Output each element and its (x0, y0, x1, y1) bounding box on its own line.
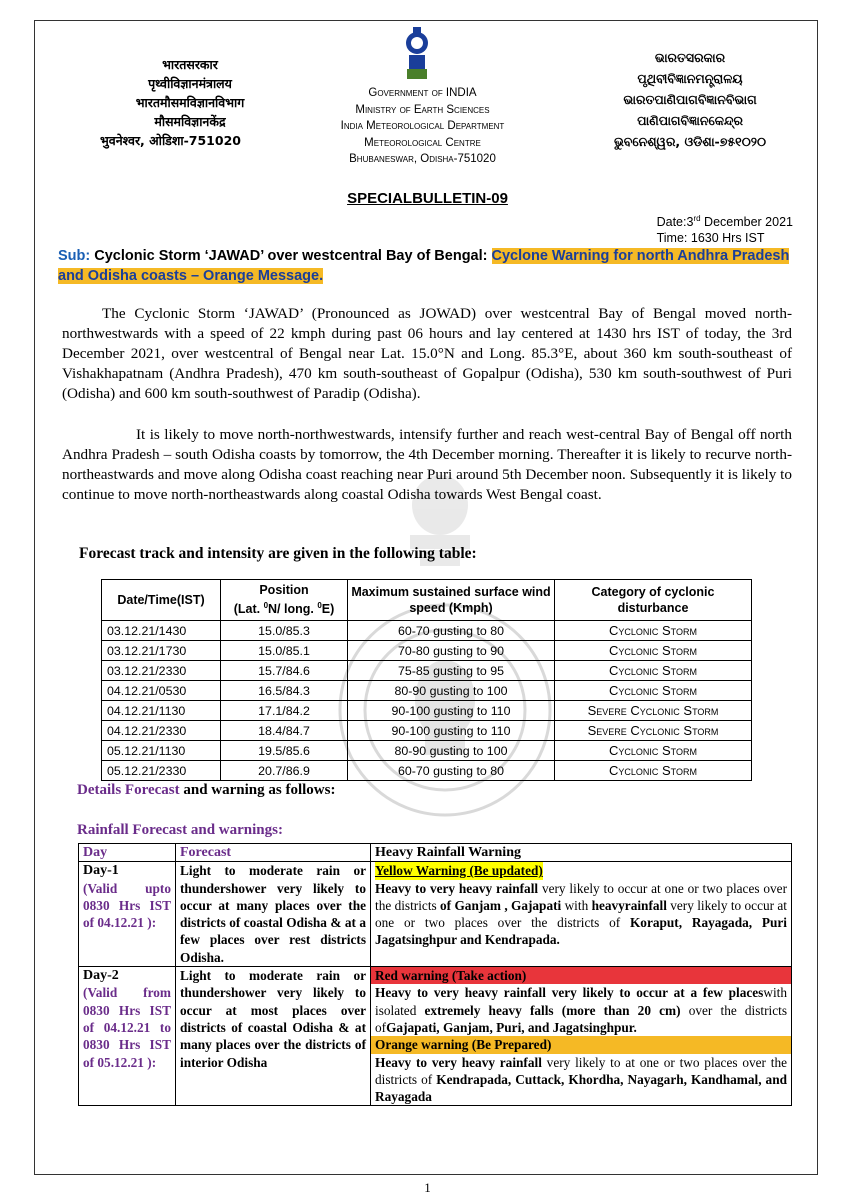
orange-warning-badge: Orange warning (Be Prepared) (371, 1036, 791, 1053)
odia-line: ଭୁବନେଶ୍ୱର, ଓଡିଶା-୭୫୧୦୨୦ (613, 134, 767, 149)
rainfall-title: Rainfall Forecast and warnings: (77, 822, 283, 838)
rain-header-day: Day (79, 844, 176, 862)
odia-line: ପୃଥିବୀବିଜ୍ଞାନମନ୍ତ୍ରାଳୟ (637, 71, 743, 86)
day1-w3: of Ganjam , Gajapati (440, 897, 562, 913)
bulletin-date (657, 211, 793, 246)
cell-position: 15.7/84.6 (221, 661, 348, 681)
cell-wind: 70-80 gusting to 90 (348, 641, 555, 661)
day1-warning (371, 862, 792, 967)
cell-category: Cyclonic Storm (555, 681, 752, 701)
cell-category: Cyclonic Storm (555, 621, 752, 641)
bulletin-time: Time: 1630 Hrs IST (656, 231, 765, 246)
english-line: India Meteorological Department (340, 120, 505, 132)
rain-header-warning: Heavy Rainfall Warning (371, 844, 792, 862)
date-prefix: Date:3 (656, 215, 694, 230)
day1-cell (79, 862, 176, 967)
header-category: Category of cyclonic disturbance (555, 580, 752, 621)
day1-valid: (Valid upto 0830 Hrs IST of 04.12.21 ): (83, 880, 171, 931)
cell-position: 16.5/84.3 (221, 681, 348, 701)
paragraph-2: It is likely to move north-northwestwards, intensify further and reach west-central Bay of Bengal off north Andhra Pradesh – south Odisha coasts by tomorrow, the 4th December morning. Thereafter it is likely to recurve north-northeastwards and move along Odisha coast reaching near Puri around 5th December noon. Subsequently it is likely to continue to move north-northeastwards along coastal Odisha towards West Bengal coast. (62, 426, 792, 503)
cell-wind: 90-100 gusting to 110 (348, 701, 555, 721)
cell-position: 17.1/84.2 (221, 701, 348, 721)
cell-position: 18.4/84.7 (221, 721, 348, 741)
details-heading (77, 782, 335, 799)
cell-datetime: 03.12.21/2330 (102, 661, 221, 681)
forecast-track-table (101, 579, 752, 781)
header-english (300, 85, 545, 168)
day2-r3: extremely heavy falls (more than 20 cm) (424, 1002, 681, 1018)
english-line: Government of INDIA (368, 87, 477, 99)
header-position (221, 580, 348, 621)
day1-w1: Heavy to very heavy rainfall (375, 880, 539, 896)
day1-w6: very likely to occur at one or two places over the districts of (375, 897, 787, 931)
deg-1: 0 (263, 601, 269, 611)
english-line: Bhubaneswar, Odisha-751020 (349, 153, 496, 165)
english-line: Meteorological Centre (364, 136, 481, 149)
odia-line: ଭାରତସରକାର (654, 50, 726, 65)
hindi-line: पृथ्वीविज्ञानमंत्रालय (148, 76, 232, 91)
day2-o2: very likely to at one or two places over the districts of (375, 1054, 787, 1087)
table-row (102, 761, 752, 781)
rain-row-day2 (79, 967, 792, 1106)
cell-position: 20.7/86.9 (221, 761, 348, 781)
english-line: Ministry of Earth Sciences (355, 103, 490, 116)
header-wind: Maximum sustained surface wind speed (Kmph) (348, 580, 555, 621)
table-row (102, 681, 752, 701)
rainfall-table (78, 843, 792, 1106)
page-number: 1 (424, 1180, 431, 1195)
bulletin-title: SPECIALBULLETIN-09 (347, 190, 508, 207)
header-datetime: Date/Time(IST) (102, 580, 221, 621)
cell-category: Cyclonic Storm (555, 761, 752, 781)
date-sup: rd (693, 214, 701, 223)
rain-header-forecast: Forecast (176, 844, 371, 862)
imd-logo-icon (404, 27, 430, 81)
subject-label: Sub: (58, 248, 91, 264)
subject-highlight: Cyclone Warning for north Andhra Pradesh and Odisha coasts – Orange Message. (58, 248, 790, 284)
cell-category: Severe Cyclonic Storm (555, 721, 752, 741)
cell-wind: 80-90 gusting to 100 (348, 741, 555, 761)
pos-c: N/ long. (268, 602, 318, 617)
table-row (102, 701, 752, 721)
cell-category: Cyclonic Storm (555, 741, 752, 761)
pos-d: E) (321, 602, 335, 617)
deg-2: 0 (317, 601, 322, 611)
cell-datetime: 04.12.21/2330 (102, 721, 221, 741)
cell-datetime: 04.12.21/1130 (102, 701, 221, 721)
day2-o1: Heavy to very heavy rainfall (375, 1054, 542, 1070)
day2-forecast: Light to moderate rain or thundershower very likely to occur at most places over districts of coastal Odisha & at many places over the districts of interior Odisha (176, 967, 371, 1106)
table-row (102, 741, 752, 761)
cell-datetime: 04.12.21/0530 (102, 681, 221, 701)
subject-line (58, 246, 798, 286)
rain-header-row (79, 844, 792, 862)
date-suffix: December 2021 (700, 215, 793, 230)
day1-w7: Koraput, Rayagada, Puri Jagatsinghpur and Kendrapada. (375, 915, 787, 948)
hindi-line: मौसमविज्ञानकेंद्र (154, 114, 226, 129)
day2-r4: over the districts of (375, 1002, 788, 1035)
pos-b: (Lat. (233, 602, 264, 617)
day1-w2: very likely to occur at one or two places over the districts (375, 880, 788, 913)
day1-forecast: Light to moderate rain or thundershower very likely to occur at many places over the districts of coastal Odisha & at a few places over rest districts Odisha. (176, 862, 371, 967)
pos-a: Position (259, 583, 309, 598)
day1-w5: heavyrainfall (591, 897, 667, 913)
day2-r1: Heavy to very heavy rainfall very likely to occur at a few places (375, 985, 764, 1001)
day1-label: Day-1 (83, 863, 119, 879)
cell-position: 15.0/85.1 (221, 641, 348, 661)
day2-cell (79, 967, 176, 1106)
day2-warning (371, 967, 792, 1106)
cell-category: Cyclonic Storm (555, 661, 752, 681)
yellow-warning-badge: Yellow Warning (Be updated) (375, 863, 543, 879)
hindi-line: भारतमौसमविज्ञानविभाग (135, 95, 245, 110)
cell-wind: 75-85 gusting to 95 (348, 661, 555, 681)
cell-position: 15.0/85.3 (221, 621, 348, 641)
cell-wind: 60-70 gusting to 80 (348, 761, 555, 781)
rain-row-day1 (79, 862, 792, 967)
day2-label: Day-2 (83, 968, 119, 984)
red-warning-badge: Red warning (Take action) (371, 967, 791, 984)
day2-r2: with isolated (375, 985, 787, 1018)
subject-text: Cyclonic Storm ‘JAWAD’ over westcentral Bay of Bengal: (90, 248, 492, 264)
cell-datetime: 03.12.21/1430 (102, 621, 221, 641)
hindi-line: भुवनेश्वर, ओडिशा-751020 (100, 133, 241, 148)
table-row (102, 641, 752, 661)
day2-r5: Gajapati, Ganjam, Puri, and Jagatsinghpur. (386, 1019, 637, 1035)
header-odia (585, 47, 795, 152)
cell-datetime: 05.12.21/2330 (102, 761, 221, 781)
odia-line: ପାଣିପାଗବିଜ୍ଞାନକେନ୍ଦ୍ର (637, 113, 743, 128)
cell-category: Cyclonic Storm (555, 641, 752, 661)
hindi-line: भारतसरकार (162, 57, 218, 72)
details-rest: and warning as follows: (179, 782, 336, 798)
details-purple: Details Forecast (77, 782, 180, 798)
day2-o3: Kendrapada, Cuttack, Khordha, Nayagarh, Kandhamal, and Rayagada (375, 1071, 787, 1105)
cell-datetime: 05.12.21/1130 (102, 741, 221, 761)
table-header-row (102, 580, 752, 621)
cell-wind: 60-70 gusting to 80 (348, 621, 555, 641)
cell-category: Severe Cyclonic Storm (555, 701, 752, 721)
cell-wind: 80-90 gusting to 100 (348, 681, 555, 701)
track-table-intro: Forecast track and intensity are given in the following table: (79, 545, 477, 562)
odia-line: ଭାରତପାଣିପାଗବିଜ୍ଞାନବିଭାଗ (623, 92, 757, 107)
cell-wind: 90-100 gusting to 110 (348, 721, 555, 741)
paragraph-1: The Cyclonic Storm ‘JAWAD’ (Pronounced as JOWAD) over westcentral Bay of Bengal moved north-northwestwards with a speed of 22 kmph during past 06 hours and lay centered at 1430 hrs IST of today, the 3rd December 2021, over westcentral of Bengal near Lat. 15.0°N and Long. 85.3°E, about 360 km south-southeast of Vishakhapatnam (Andhra Pradesh), 470 km south-southeast of Gopalpur (Odisha), 530 km south-southwest of Puri (Odisha) and 600 km south-southwest of Paradip (Odisha). (62, 305, 792, 402)
cell-position: 19.5/85.6 (221, 741, 348, 761)
day1-w4: with (561, 897, 592, 913)
day2-valid: (Valid from 0830 Hrs IST of 04.12.21 to 0830 Hrs IST of 05.12.21 ): (83, 985, 171, 1070)
table-row (102, 661, 752, 681)
cell-datetime: 03.12.21/1730 (102, 641, 221, 661)
table-row (102, 721, 752, 741)
table-row (102, 621, 752, 641)
header-hindi (100, 55, 280, 150)
